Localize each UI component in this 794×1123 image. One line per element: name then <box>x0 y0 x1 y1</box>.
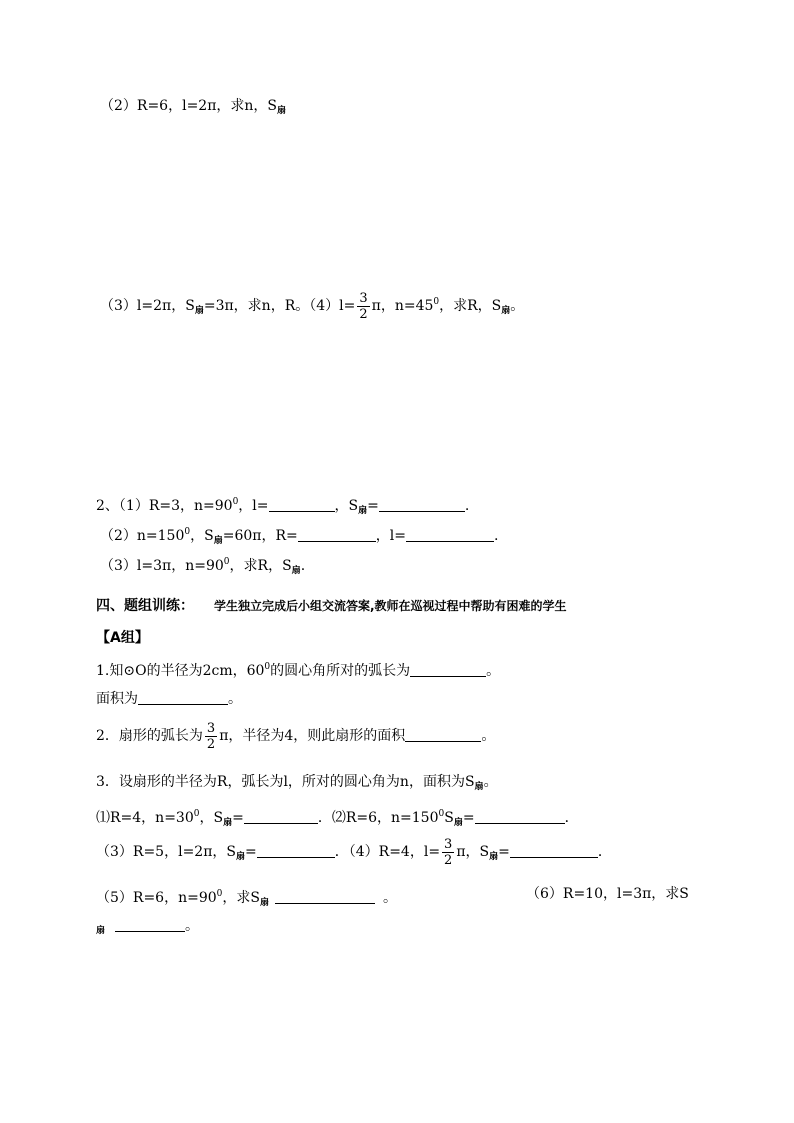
question-2-line-3 <box>100 552 305 581</box>
text: 。 <box>486 663 501 679</box>
section-title: 四、题组训练： <box>96 598 194 614</box>
text: （3）R=5，l=2π，S <box>96 844 236 860</box>
answer-blank <box>510 843 598 858</box>
a-question-1 <box>96 657 500 681</box>
answer-blank <box>115 917 185 932</box>
section-4-heading <box>96 596 567 616</box>
problem-3-4-line <box>100 282 524 322</box>
text: ⑴R=4，n=30 <box>96 810 194 826</box>
text: ，求R，S <box>439 298 502 314</box>
text: 2、（1）R=3，n=90 <box>96 498 233 514</box>
numerator: 3 <box>359 290 368 306</box>
a-question-2 <box>96 716 495 756</box>
text: 面积为 <box>96 691 138 707</box>
text: ．⑵R=6，n=150 <box>317 810 439 826</box>
subscript: 扇 <box>474 782 484 792</box>
text: （2）R=6，l=2π，求n，S <box>100 98 278 114</box>
superscript: 0 <box>216 889 223 899</box>
fraction <box>357 291 369 322</box>
a-question-3-parts-3-4 <box>96 832 612 872</box>
answer-blank <box>379 497 465 512</box>
superscript: 0 <box>193 809 200 819</box>
subscript: 扇 <box>358 506 368 516</box>
question-2-line-2 <box>100 522 498 551</box>
text: ． <box>597 844 612 860</box>
text: 。 <box>481 728 496 744</box>
text: = <box>498 844 510 860</box>
text: 。 <box>510 298 525 314</box>
subscript: 扇 <box>236 852 246 862</box>
text: ，求R，S <box>229 558 292 574</box>
a-question-3-part-6: （6）R=10，l=3π，求S <box>526 886 689 902</box>
text: 。 <box>228 691 242 707</box>
text: =60π，R= <box>222 528 298 544</box>
text: ．（4）R=4，l= <box>334 844 441 860</box>
answer-blank <box>138 690 228 705</box>
a-question-1-area <box>96 689 242 709</box>
text: . <box>464 498 470 514</box>
text: 2．扇形的弧长为 <box>96 728 203 744</box>
section-note: 学生独立完成后小组交流答案,教师在巡视过程中帮助有困难的学生 <box>214 599 567 613</box>
group-a-title: 【A组】 <box>96 630 149 646</box>
superscript: 0 <box>232 497 239 507</box>
superscript: 0 <box>184 527 191 537</box>
text: ，求S <box>222 890 260 906</box>
text: π，半径为4，则此扇形的面积 <box>219 728 406 744</box>
fraction <box>205 721 217 752</box>
subscript: 扇 <box>194 306 204 316</box>
superscript: 0 <box>223 557 230 567</box>
text: = <box>462 810 475 826</box>
subscript: 扇 <box>489 852 499 862</box>
a-question-3 <box>96 772 498 797</box>
answer-blank <box>244 809 318 824</box>
subscript: 扇 <box>453 818 463 828</box>
answer-blank <box>275 889 375 904</box>
a-question-3-parts-1-2 <box>96 804 579 833</box>
text: S <box>444 810 454 826</box>
text: （2）n=150 <box>100 528 185 544</box>
superscript: 0 <box>433 297 440 307</box>
text: （3）l=3π，n=90 <box>100 558 224 574</box>
subscript: 扇 <box>501 306 511 316</box>
subscript: 扇 <box>291 566 301 576</box>
question-2-line-1 <box>96 492 469 521</box>
a-question-3-part-5 <box>96 884 397 913</box>
subscript: 扇 <box>277 106 287 116</box>
text: 3．设扇形的半径为R，弧长为l，所对的圆心角为n，面积为S <box>96 774 475 790</box>
subscript: 扇 <box>96 926 106 936</box>
denominator: 2 <box>359 306 368 322</box>
text: π，n=45 <box>371 298 434 314</box>
text: ，l= <box>375 528 406 544</box>
superscript: 0 <box>264 662 271 672</box>
subscript: 扇 <box>259 898 269 908</box>
text: ，S <box>199 810 224 826</box>
text: 。 <box>185 918 200 934</box>
text: ，S <box>334 498 359 514</box>
text: （3）l=2π，S <box>100 298 195 314</box>
text: ． <box>564 810 579 826</box>
answer-blank <box>269 497 335 512</box>
text: = <box>245 844 257 860</box>
text: π，S <box>456 844 490 860</box>
answer-blank <box>410 662 486 677</box>
answer-blank <box>257 843 335 858</box>
fraction <box>442 837 454 868</box>
text: ，S <box>190 528 214 544</box>
answer-blank <box>405 727 481 742</box>
numerator: 3 <box>206 720 216 736</box>
denominator: 2 <box>206 736 216 752</box>
text: = <box>232 810 244 826</box>
answer-blank <box>406 527 494 542</box>
text: . <box>300 558 306 574</box>
numerator: 3 <box>444 836 453 852</box>
text: ，l= <box>238 498 269 514</box>
text: 。 <box>483 774 498 790</box>
subscript: 扇 <box>213 536 223 546</box>
problem-2-line <box>100 96 286 121</box>
subscript: 扇 <box>223 818 233 828</box>
text: 1.知⊙O的半径为2cm，60 <box>96 663 265 679</box>
answer-blank <box>475 809 565 824</box>
text: . <box>493 528 499 544</box>
answer-blank <box>298 527 376 542</box>
text: 。 <box>383 890 397 906</box>
denominator: 2 <box>444 852 453 868</box>
text: 的圆心角所对的弧长为 <box>270 663 411 679</box>
text: = <box>367 498 379 514</box>
text: =3π，求n，R。（4）l= <box>203 298 356 314</box>
text: （5）R=6，n=90 <box>96 890 217 906</box>
superscript: 0 <box>438 809 445 819</box>
a-question-3-part-6-cont <box>96 916 199 941</box>
